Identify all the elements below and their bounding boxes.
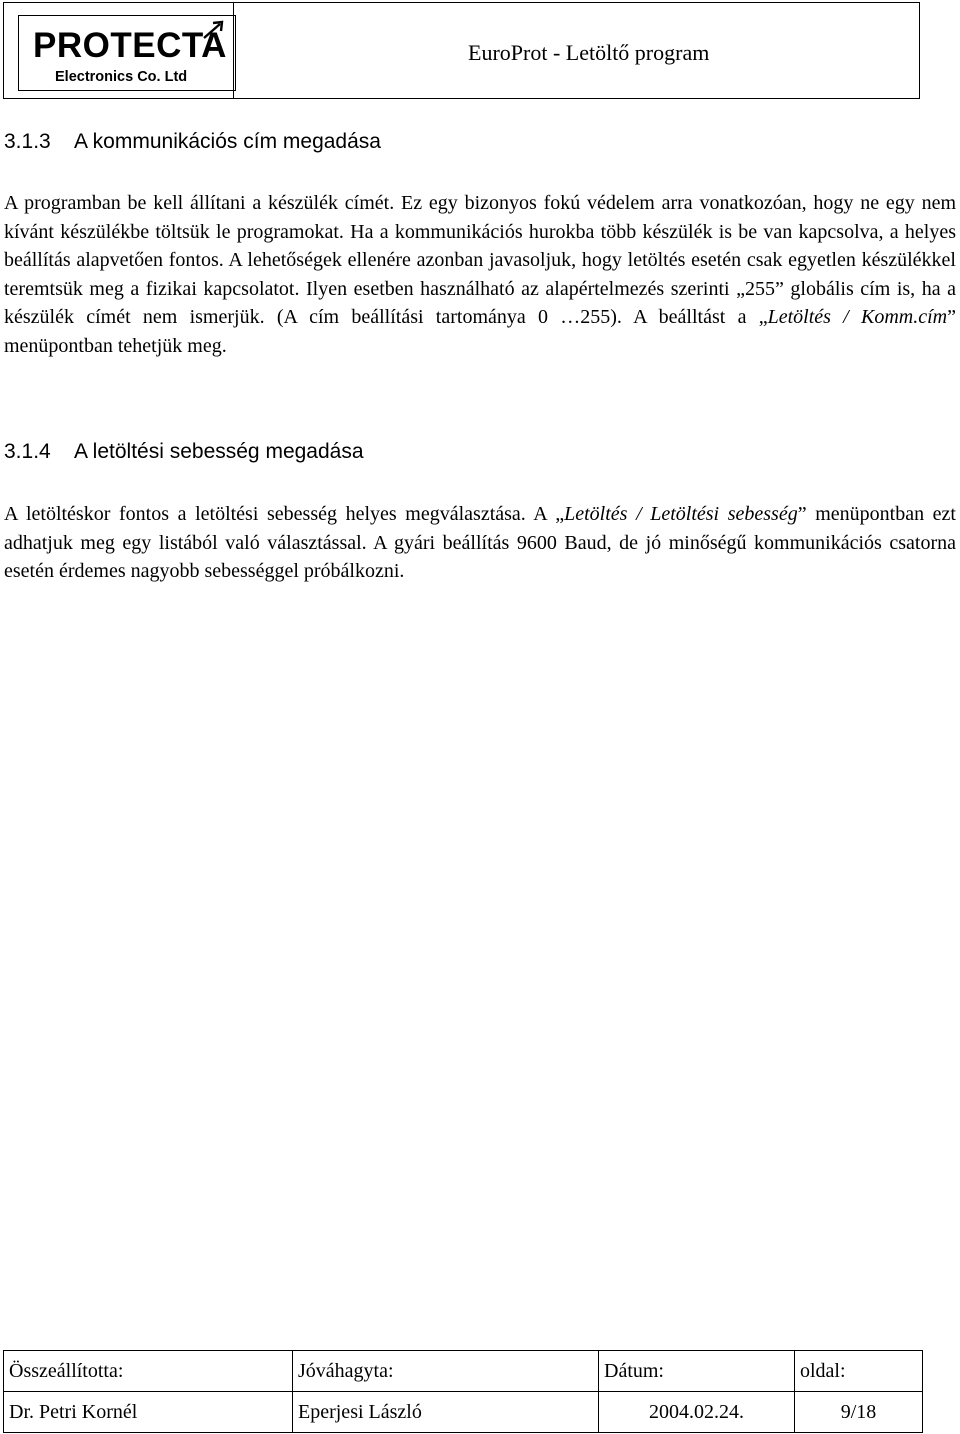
date-label: Dátum: (599, 1351, 795, 1392)
page-footer (3, 1350, 923, 1433)
approved-value: Eperjesi László (293, 1392, 599, 1433)
page-number: 9/18 (795, 1392, 923, 1433)
section-paragraph (4, 500, 956, 586)
section-title: A letöltési sebesség megadása (74, 440, 364, 463)
section-paragraph (4, 189, 956, 360)
date-value: 2004.02.24. (599, 1392, 795, 1433)
page-header (3, 2, 920, 99)
company-logo (18, 15, 236, 91)
section-number: 3.1.4 (4, 440, 51, 463)
section-heading (4, 129, 381, 155)
menu-path: Letöltés / Komm.cím (767, 306, 948, 328)
logo-text: PROTECTA (33, 26, 227, 65)
footer-values-row (4, 1392, 923, 1433)
paragraph-text: A programban be kell állítani a készülék címét. Ez egy bizonyos fokú védelem arra vonatkozóan, hogy ne egy nem kívánt készülékbe töltsük le programokat. Ha a kommunikációs hurokba több készülék is be van kapcsolva, a helyes beállítás alapvetően fontos. A lehetőségek ellenére azonban javasoljuk, hogy letöltés esetén csak egyetlen készülékkel teremtsük meg a fizikai kapcsolatot. Ilyen esetben használható az alapértelmezés szerinti „255” globális cím is, ha a készülék címét nem ismerjük. (A cím beállítási tartománya 0 …255). A beálltást a „ (4, 192, 956, 328)
compiled-value: Dr. Petri Kornél (4, 1392, 293, 1433)
approved-label: Jóváhagyta: (293, 1351, 599, 1392)
footer-labels-row (4, 1351, 923, 1392)
section-title: A kommunikációs cím megadása (74, 130, 381, 153)
section-number: 3.1.3 (4, 130, 51, 153)
page-label: oldal: (795, 1351, 923, 1392)
paragraph-text: A letöltéskor fontos a letöltési sebesség helyes megválasztása. A „ (4, 503, 565, 525)
section-heading (4, 439, 364, 465)
logo-cell (4, 3, 234, 98)
menu-path: Letöltés / Letöltési sebesség (564, 503, 798, 525)
paragraph-text-end: ” menüpontban tehetjük meg. (4, 306, 956, 357)
paragraph-text-end: ” menüpontban ezt adhatjuk meg egy listából való választással. A gyári beállítás 9600 Baud, de jó minőségű kommunikációs csatorna esetén érdemes nagyobb sebességgel próbálkozni. (4, 503, 956, 582)
logo-arrow-icon (202, 20, 228, 42)
document-title: EuroProt - Letöltő program (468, 40, 710, 65)
logo-subtitle: Electronics Co. Ltd (55, 69, 188, 85)
compiled-label: Összeállította: (4, 1351, 293, 1392)
